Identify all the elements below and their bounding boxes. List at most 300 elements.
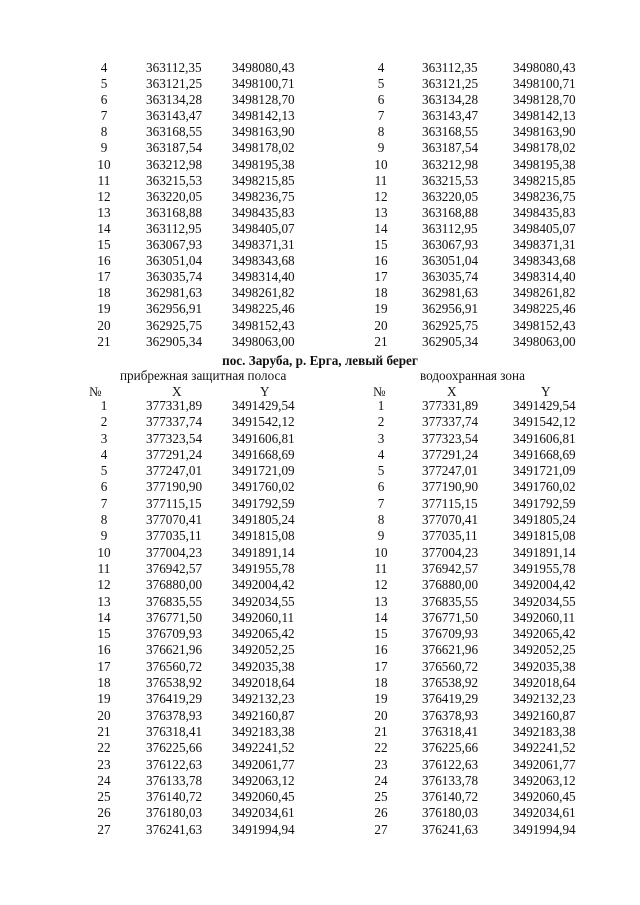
right-x-value: 363187,54	[422, 140, 479, 156]
right-y-value: 3491805,24	[513, 512, 576, 528]
right-y-value: 3491994,94	[513, 821, 576, 837]
right-y-value: 3492060,11	[513, 609, 576, 625]
right-x-value: 362981,63	[422, 285, 479, 301]
table-row	[0, 269, 640, 285]
right-x-value: 362905,34	[422, 333, 479, 349]
left-y-value: 3498128,70	[232, 92, 295, 108]
right-point-number: 26	[374, 805, 388, 821]
right-point-number: 4	[377, 446, 385, 462]
left-point-number: 27	[97, 821, 111, 837]
right-x-value: 376709,93	[422, 626, 479, 642]
right-point-number: 27	[374, 821, 388, 837]
table-row	[0, 60, 640, 76]
right-x-value: 362925,75	[422, 317, 479, 333]
left-y-value: 3491542,12	[232, 414, 295, 430]
right-x-value: 376140,72	[422, 789, 479, 805]
left-y-value: 3491721,09	[232, 463, 295, 479]
left-point-number: 12	[97, 188, 111, 204]
left-x-value: 363134,28	[146, 92, 203, 108]
left-point-number: 26	[97, 805, 111, 821]
right-point-number: 5	[377, 463, 385, 479]
right-y-value: 3498236,75	[513, 188, 576, 204]
left-x-value: 376180,03	[146, 805, 203, 821]
left-x-value: 362956,91	[146, 301, 203, 317]
table-row	[0, 626, 640, 642]
left-x-value: 363212,98	[146, 156, 203, 172]
left-point-number: 18	[97, 285, 111, 301]
right-point-number: 17	[374, 658, 388, 674]
left-x-value: 363112,95	[146, 220, 202, 236]
right-x-value: 363035,74	[422, 269, 479, 285]
left-x-value: 376621,96	[146, 642, 203, 658]
section-title: пос. Заруба, р. Ерга, левый берег	[222, 353, 418, 368]
left-x-value: 363121,25	[146, 76, 203, 92]
left-x-value: 376225,66	[146, 740, 203, 756]
left-point-number: 25	[97, 789, 111, 805]
left-x-value: 363215,53	[146, 172, 203, 188]
right-point-number: 13	[374, 593, 388, 609]
table-row	[0, 253, 640, 269]
left-point-number: 21	[97, 333, 111, 349]
right-subtitle: водоохранная зона	[420, 368, 525, 383]
table-row	[0, 205, 640, 221]
right-y-value: 3498080,43	[513, 60, 576, 75]
left-x-value: 362981,63	[146, 285, 203, 301]
right-point-number: 11	[374, 560, 388, 576]
left-x-value: 363067,93	[146, 237, 203, 253]
right-x-value: 376419,29	[422, 691, 479, 707]
left-x-value: 377247,01	[146, 463, 203, 479]
left-y-value: 3492035,38	[232, 658, 295, 674]
right-point-number: 23	[374, 756, 388, 772]
table-row	[0, 108, 640, 124]
right-x-value: 363168,55	[422, 124, 479, 140]
left-x-value: 376140,72	[146, 789, 203, 805]
right-point-number: 5	[377, 76, 385, 92]
right-point-number: 20	[374, 707, 388, 723]
right-y-value: 3491815,08	[513, 528, 576, 544]
table-row	[0, 124, 640, 140]
left-y-value: 3492061,77	[232, 756, 295, 772]
right-x-value: 363220,05	[422, 188, 479, 204]
left-x-value: 376771,50	[146, 609, 203, 625]
right-y-value: 3491955,78	[513, 560, 576, 576]
left-x-value: 362905,34	[146, 333, 203, 349]
right-x-value: 377331,89	[422, 398, 479, 413]
right-x-value: 376241,63	[422, 821, 479, 837]
table-row	[0, 545, 640, 561]
left-point-number: 1	[100, 398, 108, 413]
right-y-value: 3498178,02	[513, 140, 576, 156]
left-y-value: 3492063,12	[232, 772, 295, 788]
left-y-value: 3492065,42	[232, 626, 295, 642]
right-x-value: 376133,78	[422, 772, 479, 788]
left-point-number: 11	[97, 172, 111, 188]
right-y-value: 3491760,02	[513, 479, 576, 495]
right-x-value: 377291,24	[422, 446, 479, 462]
left-point-number: 19	[97, 301, 111, 317]
left-x-value: 363112,35	[146, 60, 202, 75]
left-point-number: 12	[97, 577, 111, 593]
left-point-number: 13	[97, 593, 111, 609]
left-point-number: 6	[100, 479, 108, 495]
table-row	[0, 318, 640, 334]
left-x-value: 363168,88	[146, 204, 203, 220]
right-x-value: 376880,00	[422, 577, 479, 593]
right-point-number: 20	[374, 317, 388, 333]
table-row	[0, 675, 640, 691]
left-y-value: 3498063,00	[232, 333, 295, 349]
left-x-value: 377070,41	[146, 512, 203, 528]
table-row	[0, 463, 640, 479]
left-x-value: 363143,47	[146, 108, 203, 124]
right-y-value: 3491891,14	[513, 544, 576, 560]
right-y-value: 3498435,83	[513, 204, 576, 220]
left-x-value: 376241,63	[146, 821, 203, 837]
right-x-value: 363212,98	[422, 156, 479, 172]
table-row	[0, 708, 640, 724]
left-point-number: 13	[97, 204, 111, 220]
left-x-value: 377004,23	[146, 544, 203, 560]
right-point-number: 22	[374, 740, 388, 756]
left-point-number: 14	[97, 220, 111, 236]
table-row	[0, 528, 640, 544]
left-y-value: 3492034,61	[232, 805, 295, 821]
right-point-number: 8	[377, 512, 385, 528]
right-y-value: 3492018,64	[513, 675, 576, 691]
right-x-value: 376378,93	[422, 707, 479, 723]
table-row	[0, 724, 640, 740]
top-coordinates-table	[0, 60, 640, 350]
right-x-value: 376942,57	[422, 560, 479, 576]
right-x-value: 376771,50	[422, 609, 479, 625]
left-y-value: 3491994,94	[232, 821, 295, 837]
left-y-value: 3498178,02	[232, 140, 295, 156]
left-x-value: 377115,15	[146, 495, 202, 511]
right-x-value: 363134,28	[422, 92, 479, 108]
left-y-value: 3498371,31	[232, 237, 295, 253]
left-point-number: 24	[97, 772, 111, 788]
left-point-number: 4	[100, 60, 108, 75]
right-point-number: 6	[377, 479, 385, 495]
left-point-number: 5	[100, 463, 108, 479]
left-header-y: Y	[260, 384, 270, 399]
table-row	[0, 447, 640, 463]
right-y-value: 3492241,52	[513, 740, 576, 756]
left-y-value: 3498435,83	[232, 204, 295, 220]
bottom-coordinates-table	[0, 398, 640, 838]
left-point-number: 11	[97, 560, 111, 576]
right-y-value: 3492183,38	[513, 723, 576, 739]
table-row	[0, 773, 640, 789]
right-point-number: 15	[374, 626, 388, 642]
left-point-number: 22	[97, 740, 111, 756]
right-point-number: 14	[374, 220, 388, 236]
table-row	[0, 334, 640, 350]
left-y-value: 3491668,69	[232, 446, 295, 462]
left-x-value: 377291,24	[146, 446, 203, 462]
left-header-x: X	[172, 384, 182, 399]
right-x-value: 376122,63	[422, 756, 479, 772]
table-row	[0, 173, 640, 189]
left-y-value: 3492018,64	[232, 675, 295, 691]
left-y-value: 3491760,02	[232, 479, 295, 495]
left-y-value: 3498195,38	[232, 156, 295, 172]
right-x-value: 377247,01	[422, 463, 479, 479]
right-point-number: 21	[374, 723, 388, 739]
left-y-value: 3491805,24	[232, 512, 295, 528]
right-point-number: 10	[374, 156, 388, 172]
left-y-value: 3491792,59	[232, 495, 295, 511]
right-y-value: 3498100,71	[513, 76, 576, 92]
left-point-number: 20	[97, 317, 111, 333]
table-row	[0, 301, 640, 317]
left-y-value: 3492052,25	[232, 642, 295, 658]
right-point-number: 9	[377, 528, 385, 544]
table-row	[0, 561, 640, 577]
left-x-value: 363220,05	[146, 188, 203, 204]
left-subtitle: прибрежная защитная полоса	[120, 368, 287, 383]
right-point-number: 2	[377, 414, 385, 430]
right-y-value: 3492061,77	[513, 756, 576, 772]
right-point-number: 24	[374, 772, 388, 788]
table-row	[0, 757, 640, 773]
right-y-value: 3492034,55	[513, 593, 576, 609]
left-point-number: 7	[100, 108, 108, 124]
right-x-value: 363215,53	[422, 172, 479, 188]
right-y-value: 3498343,68	[513, 253, 576, 269]
right-x-value: 362956,91	[422, 301, 479, 317]
left-x-value: 376133,78	[146, 772, 203, 788]
right-y-value: 3491792,59	[513, 495, 576, 511]
left-y-value: 3498261,82	[232, 285, 295, 301]
right-y-value: 3498063,00	[513, 333, 576, 349]
table-row	[0, 822, 640, 838]
right-x-value: 376560,72	[422, 658, 479, 674]
left-point-number: 8	[100, 124, 108, 140]
left-x-value: 376709,93	[146, 626, 203, 642]
right-y-value: 3492065,42	[513, 626, 576, 642]
left-point-number: 21	[97, 723, 111, 739]
left-point-number: 18	[97, 675, 111, 691]
left-y-value: 3491815,08	[232, 528, 295, 544]
left-y-value: 3492034,55	[232, 593, 295, 609]
right-x-value: 363168,88	[422, 204, 479, 220]
left-x-value: 377190,90	[146, 479, 203, 495]
right-y-value: 3492160,87	[513, 707, 576, 723]
right-x-value: 363112,95	[422, 220, 478, 236]
left-point-number: 4	[100, 446, 108, 462]
left-x-value: 376318,41	[146, 723, 203, 739]
right-point-number: 11	[374, 172, 388, 188]
left-y-value: 3492160,87	[232, 707, 295, 723]
right-y-value: 3498142,13	[513, 108, 576, 124]
right-point-number: 18	[374, 285, 388, 301]
table-row	[0, 414, 640, 430]
left-x-value: 377035,11	[146, 528, 202, 544]
right-y-value: 3492052,25	[513, 642, 576, 658]
right-point-number: 25	[374, 789, 388, 805]
right-y-value: 3498371,31	[513, 237, 576, 253]
table-row	[0, 285, 640, 301]
left-point-number: 2	[100, 414, 108, 430]
left-y-value: 3498314,40	[232, 269, 295, 285]
left-point-number: 10	[97, 544, 111, 560]
table-row	[0, 496, 640, 512]
left-point-number: 19	[97, 691, 111, 707]
left-x-value: 362925,75	[146, 317, 203, 333]
right-x-value: 377323,54	[422, 430, 479, 446]
left-point-number: 16	[97, 642, 111, 658]
right-point-number: 12	[374, 577, 388, 593]
right-point-number: 16	[374, 642, 388, 658]
right-header-y: Y	[541, 384, 551, 399]
right-y-value: 3492132,23	[513, 691, 576, 707]
right-y-value: 3492060,45	[513, 789, 576, 805]
right-point-number: 19	[374, 691, 388, 707]
left-x-value: 377323,54	[146, 430, 203, 446]
right-x-value: 363067,93	[422, 237, 479, 253]
left-point-number: 9	[100, 140, 108, 156]
table-row	[0, 157, 640, 173]
right-point-number: 3	[377, 430, 385, 446]
right-x-value: 376225,66	[422, 740, 479, 756]
right-x-value: 377070,41	[422, 512, 479, 528]
right-x-value: 363112,35	[422, 60, 478, 75]
right-y-value: 3498225,46	[513, 301, 576, 317]
left-x-value: 363168,55	[146, 124, 203, 140]
right-y-value: 3491429,54	[513, 398, 576, 413]
right-y-value: 3492004,42	[513, 577, 576, 593]
right-y-value: 3498314,40	[513, 269, 576, 285]
left-point-number: 17	[97, 269, 111, 285]
left-point-number: 6	[100, 92, 108, 108]
right-x-value: 377190,90	[422, 479, 479, 495]
left-point-number: 14	[97, 609, 111, 625]
right-y-value: 3498163,90	[513, 124, 576, 140]
right-point-number: 13	[374, 204, 388, 220]
right-point-number: 17	[374, 269, 388, 285]
left-x-value: 363051,04	[146, 253, 203, 269]
table-row	[0, 479, 640, 495]
right-y-value: 3498152,43	[513, 317, 576, 333]
right-y-value: 3498128,70	[513, 92, 576, 108]
right-x-value: 376318,41	[422, 723, 479, 739]
right-x-value: 376538,92	[422, 675, 479, 691]
left-y-value: 3492241,52	[232, 740, 295, 756]
table-row	[0, 237, 640, 253]
table-row	[0, 805, 640, 821]
left-x-value: 376942,57	[146, 560, 203, 576]
right-point-number: 8	[377, 124, 385, 140]
table-row	[0, 789, 640, 805]
left-y-value: 3498405,07	[232, 220, 295, 236]
left-y-value: 3498343,68	[232, 253, 295, 269]
table-row	[0, 691, 640, 707]
right-y-value: 3498405,07	[513, 220, 576, 236]
right-header-x: X	[447, 384, 457, 399]
right-point-number: 19	[374, 301, 388, 317]
left-y-value: 3498080,43	[232, 60, 295, 75]
right-y-value: 3498195,38	[513, 156, 576, 172]
table-row	[0, 76, 640, 92]
left-x-value: 363035,74	[146, 269, 203, 285]
right-point-number: 6	[377, 92, 385, 108]
left-y-value: 3491429,54	[232, 398, 295, 413]
right-x-value: 376180,03	[422, 805, 479, 821]
right-x-value: 377337,74	[422, 414, 479, 430]
right-point-number: 9	[377, 140, 385, 156]
table-row	[0, 189, 640, 205]
right-point-number: 16	[374, 253, 388, 269]
right-y-value: 3491542,12	[513, 414, 576, 430]
left-y-value: 3498225,46	[232, 301, 295, 317]
left-point-number: 10	[97, 156, 111, 172]
left-point-number: 5	[100, 76, 108, 92]
right-header-number: №	[373, 384, 386, 399]
right-point-number: 21	[374, 333, 388, 349]
left-y-value: 3498163,90	[232, 124, 295, 140]
right-y-value: 3491606,81	[513, 430, 576, 446]
left-point-number: 15	[97, 237, 111, 253]
right-y-value: 3492063,12	[513, 772, 576, 788]
left-header-number: №	[89, 384, 102, 399]
left-y-value: 3498142,13	[232, 108, 295, 124]
right-x-value: 377004,23	[422, 544, 479, 560]
left-point-number: 8	[100, 512, 108, 528]
left-y-value: 3498215,85	[232, 172, 295, 188]
right-y-value: 3492035,38	[513, 658, 576, 674]
left-y-value: 3491606,81	[232, 430, 295, 446]
left-y-value: 3491891,14	[232, 544, 295, 560]
right-x-value: 376835,55	[422, 593, 479, 609]
right-x-value: 377115,15	[422, 495, 478, 511]
left-point-number: 15	[97, 626, 111, 642]
right-y-value: 3492034,61	[513, 805, 576, 821]
right-point-number: 15	[374, 237, 388, 253]
left-x-value: 363187,54	[146, 140, 203, 156]
right-y-value: 3498261,82	[513, 285, 576, 301]
right-y-value: 3491721,09	[513, 463, 576, 479]
table-row	[0, 140, 640, 156]
left-x-value: 376419,29	[146, 691, 203, 707]
left-x-value: 377337,74	[146, 414, 203, 430]
table-row	[0, 740, 640, 756]
table-row	[0, 642, 640, 658]
left-y-value: 3498152,43	[232, 317, 295, 333]
right-point-number: 7	[377, 495, 385, 511]
left-y-value: 3492060,11	[232, 609, 295, 625]
left-point-number: 20	[97, 707, 111, 723]
left-point-number: 16	[97, 253, 111, 269]
left-y-value: 3498236,75	[232, 188, 295, 204]
left-x-value: 376538,92	[146, 675, 203, 691]
left-point-number: 7	[100, 495, 108, 511]
left-y-value: 3491955,78	[232, 560, 295, 576]
table-row	[0, 610, 640, 626]
left-x-value: 376378,93	[146, 707, 203, 723]
left-y-value: 3498100,71	[232, 76, 295, 92]
table-row	[0, 577, 640, 593]
right-x-value: 377035,11	[422, 528, 478, 544]
table-row	[0, 659, 640, 675]
right-y-value: 3498215,85	[513, 172, 576, 188]
right-point-number: 1	[377, 398, 385, 413]
left-x-value: 376560,72	[146, 658, 203, 674]
right-x-value: 376621,96	[422, 642, 479, 658]
table-row	[0, 594, 640, 610]
left-x-value: 376835,55	[146, 593, 203, 609]
